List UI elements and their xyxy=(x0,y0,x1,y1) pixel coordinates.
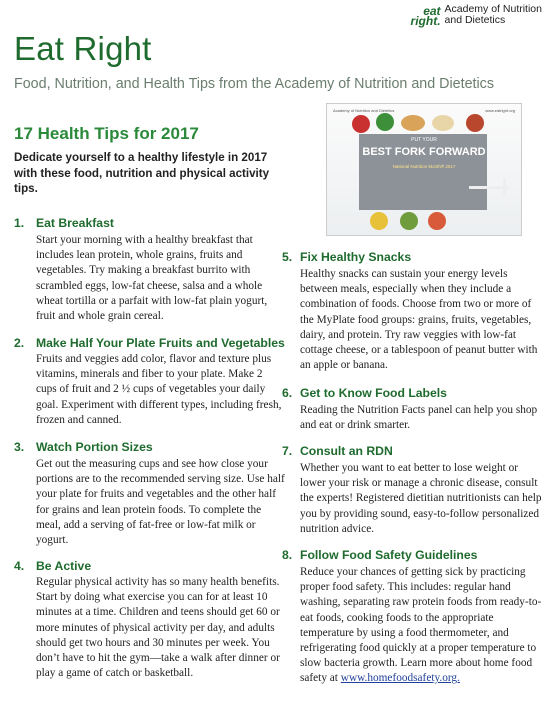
logo-text: Academy of Nutrition and Dietetics xyxy=(444,3,542,26)
poster-web: www.eatright.org xyxy=(485,108,515,113)
meat-icon xyxy=(466,114,484,132)
tip-number: 3. xyxy=(14,440,25,454)
section-intro: Dedicate yourself to a healthy lifestyle in 2017 with these food, nutrition and physical activity tips. xyxy=(14,151,270,195)
tip-title: Eat Breakfast xyxy=(36,216,114,230)
tip-title: Fix Healthy Snacks xyxy=(300,250,412,264)
tip-number: 6. xyxy=(282,386,293,400)
tip-body: Whether you want to eat better to lose weight or lower your risk or manage a chronic disease, consult the experts! Registered dietitian nutritionists can help you by providing sound, easy-to-follow personalized nutrition advice. xyxy=(300,462,542,535)
broccoli-icon xyxy=(376,113,394,131)
poster-tagline: PUT YOUR xyxy=(411,137,437,143)
page-title: Eat Right xyxy=(14,30,152,67)
tip-title: Consult an RDN xyxy=(300,444,393,458)
tip-number: 5. xyxy=(282,250,293,264)
tip-body: Healthy snacks can sustain your energy levels between meals, especially when they include a combination of foods. Choose from two or more of the MyPlate food groups: grains, fruits, vegetables, dairy, and protein. Try raw veggies with low-fat cottage cheese, or a tablespoon of peanut butter with an apple or banana. xyxy=(300,268,538,372)
tip-title: Be Active xyxy=(36,559,92,573)
poster-subline: National Nutrition Month® 2017 xyxy=(392,164,456,169)
avocado-icon xyxy=(400,212,418,230)
tip-number: 7. xyxy=(282,444,293,458)
national-nutrition-month-poster xyxy=(326,103,522,236)
eat-right-logo-mark: eat right. xyxy=(410,4,441,28)
tip-body: Reading the Nutrition Facts panel can help you shop and eat or drink smarter. xyxy=(300,404,538,432)
poster-org: Academy of Nutrition and Dietetics xyxy=(333,108,395,113)
tip-number: 2. xyxy=(14,336,25,350)
tip-number: 4. xyxy=(14,559,25,573)
tip-body: Regular physical activity has so many health benefits. Start by doing what exercise you can for at least 10 minutes at a time. Children and teens should get 60 or more minutes of physical activity per day, and adults should get two hours and 30 minutes per week. You don’t have to hit the gym—take a walk after dinner or play a game of catch or basketball. xyxy=(36,576,280,680)
academy-logo xyxy=(411,4,542,26)
tip-title: Follow Food Safety Guidelines xyxy=(300,548,478,562)
grain-icon xyxy=(432,115,454,131)
tip-title: Watch Portion Sizes xyxy=(36,440,153,454)
strawberry-icon xyxy=(352,115,370,133)
bread-icon xyxy=(401,115,425,131)
tip-title: Get to Know Food Labels xyxy=(300,386,447,400)
poster-food-illustration xyxy=(327,104,522,236)
food-safety-link[interactable]: www.homefoodsafety.org. xyxy=(340,672,460,685)
tip-body: Get out the measuring cups and see how close your portions are to the recommended serving size. Use half your plate for fruits and vegetables and the other half for grains and lean protein foods. To complete the meal, add a serving of fat-free or low-fat milk or yogurt. xyxy=(36,458,285,547)
tomato-icon xyxy=(428,212,446,230)
page-subtitle: Food, Nutrition, and Health Tips from the Academy of Nutrition and Dietetics xyxy=(14,76,494,92)
lemon-icon xyxy=(370,212,388,230)
tip-body: Reduce your chances of getting sick by practicing proper food safety. This includes: regular hand washing, separating raw protein foods from ready-to-eat foods, cooking foods to the appropriate temperature by using a food thermometer, and refrigerating food quickly at a proper temperature to slow bacteria growth. Learn more about home food safety at www.homefoodsafety.org. xyxy=(300,566,542,685)
tip-body: Start your morning with a healthy breakfast that includes lean protein, whole grains, fruits and vegetables. Try making a breakfast burrito with scrambled eggs, low-fat cheese, salsa and a whole wheat tortilla or a parfait with low-fat plain yogurt, fruit and whole grain cereal. xyxy=(36,234,268,323)
tip-title: Make Half Your Plate Fruits and Vegetables xyxy=(36,336,285,350)
section-title: 17 Health Tips for 2017 xyxy=(14,124,199,143)
tip-number: 1. xyxy=(14,216,25,230)
tip-body: Fruits and veggies add color, flavor and texture plus vitamins, minerals and fiber to your plate. Make 2 cups of fruit and 2 ½ cups of vegetables your daily goal. Experiment with different types, including fresh, frozen and canned. xyxy=(36,353,282,426)
tip-number: 8. xyxy=(282,548,293,562)
poster-headline: BEST FORK FORWARD xyxy=(362,146,486,158)
